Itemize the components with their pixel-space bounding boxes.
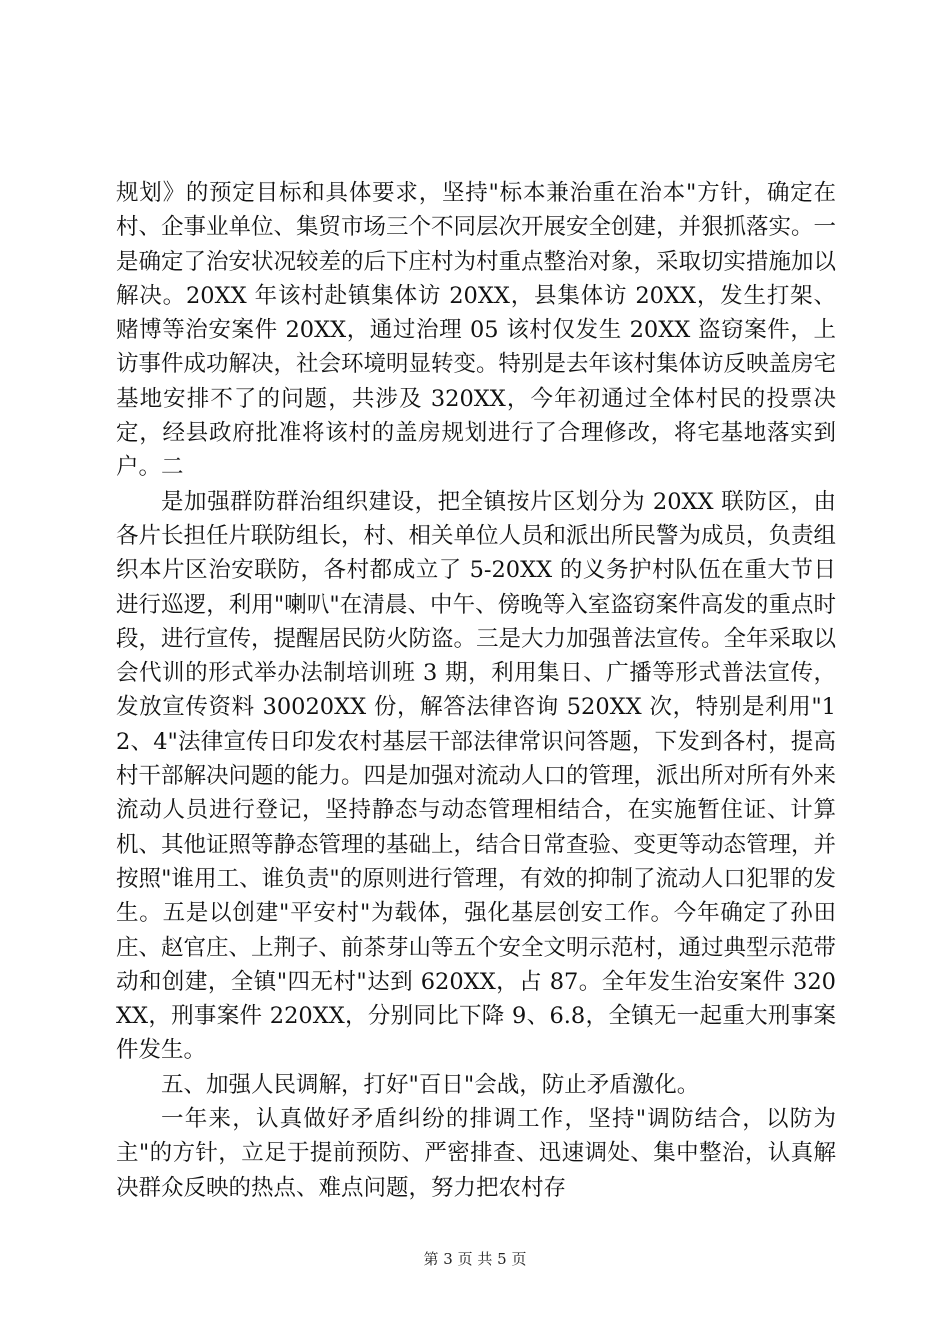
- paragraph-continuation: 规划》的预定目标和具体要求，坚持"标本兼治重在治本"方针，确定在村、企事业单位、集贸市场三个不同层次开展安全创建，并狠抓落实。一是确定了治安状况较差的后下庄村为村重点整治对象，采取切实措施加以解决。20XX 年该村赴镇集体访 20XX，县集体访 20XX，发生打架、赌博等治安案件 20XX，通过治理 05 该村仅发生 20XX 盗窃案件，上访事件成功解决，社会环境明显转变。特别是去年该村集体访反映盖房宅基地安排不了的问题，共涉及 320XX，今年初通过全体村民的投票决定，经县政府批准将该村的盖房规划进行了合理修改，将宅基地落实到户。二: [116, 180, 837, 481]
- paragraph-mediation: 一年来，认真做好矛盾纠纷的排调工作，坚持"调防结合，以防为主"的方针，立足于提前预防、严密排查、迅速调处、集中整治，认真解决群众反映的热点、难点问题，努力把农村存: [116, 1106, 836, 1201]
- paragraph-public-security: 是加强群防群治组织建设，把全镇按片区划分为 20XX 联防区，由各片长担任片联防组长，村、相关单位人员和派出所民警为成员，负责组织本片区治安联防，各村都成立了 5-20XX 的义务护村队伍在重大节日进行巡逻，利用"喇叭"在清晨、中午、傍晚等入室盗窃案件高发的重点时段，进行宣传，提醒居民防火防盗。三是大力加强普法宣传。全年采取以会代训的形式举办法制培训班 3 期，利用集日、广播等形式普法宣传，发放宣传资料 30020XX 份，解答法律咨询 520XX 次，特别是利用"12、4"法律宣传日印发农村基层干部法律常识问答题，下发到各村，提高村干部解决问题的能力。四是加强对流动人口的管理，派出所对所有外来流动人员进行登记，坚持静态与动态管理相结合，在实施暂住证、计算机、其他证照等静态管理的基础上，结合日常查验、变更等动态管理，并按照"谁用工、谁负责"的原则进行管理，有效的抑制了流动人口犯罪的发生。五是以创建"平安村"为载体，强化基层创安工作。今年确定了孙田庄、赵官庄、上荆子、前茶芽山等五个安全文明示范村，通过典型示范带动和创建，全镇"四无村"达到 620XX，占 87。全年发生治安案件 320XX，刑事案件 220XX，分别同比下降 9、6.8，全镇无一起重大刑事案件发生。: [116, 488, 837, 1064]
- document-body: [116, 176, 836, 1205]
- page-footer: 第 3 页 共 5 页: [423, 1250, 527, 1268]
- section-heading-mediation: 五、加强人民调解，打好"百日"会战，防止矛盾激化。: [161, 1071, 700, 1098]
